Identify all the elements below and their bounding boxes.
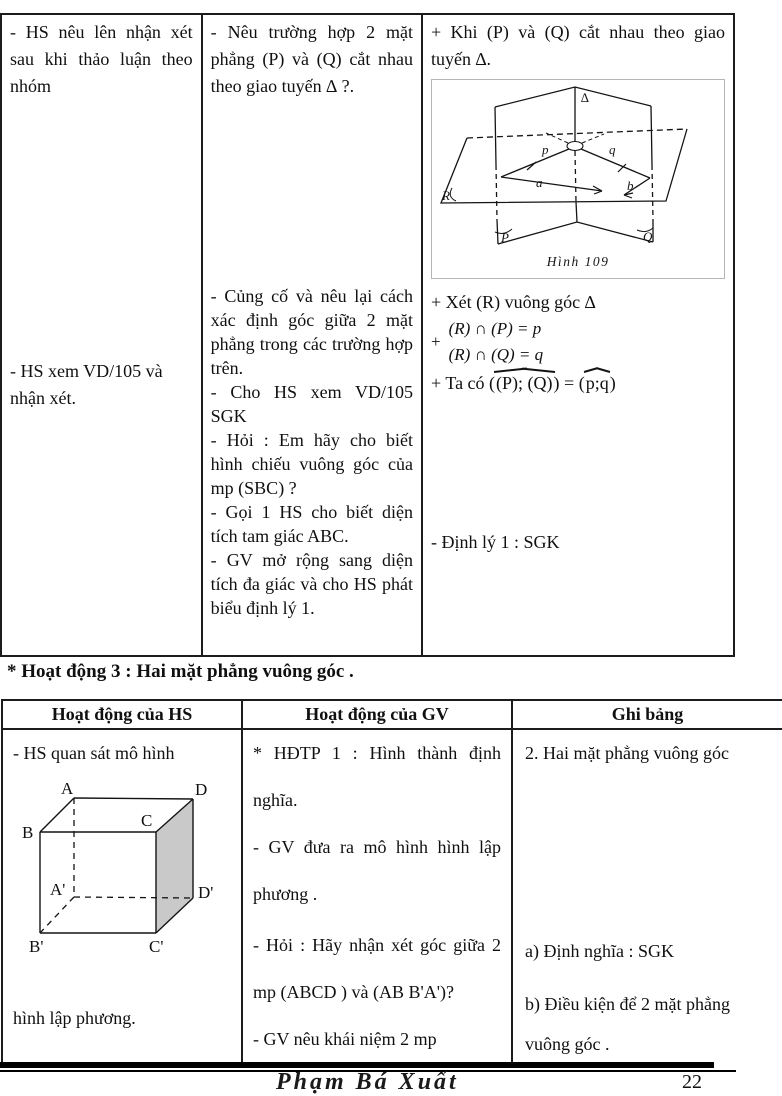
board-dinhly: - Định lý 1 : SGK bbox=[431, 532, 560, 552]
header-gv: Hoạt động của GV bbox=[243, 701, 513, 728]
label-p: p bbox=[542, 142, 549, 157]
board-note-1: + Khi (P) và (Q) cắt nhau theo giao tuyến ∆. bbox=[431, 22, 725, 69]
cube-label-C: C bbox=[141, 811, 153, 830]
footer-signature: Phạm Bá Xuất bbox=[276, 1069, 459, 1095]
board-xet: + Xét (R) vuông góc ∆ bbox=[431, 292, 596, 312]
footer-thick-rule bbox=[0, 1062, 714, 1068]
label-b: b bbox=[627, 178, 634, 193]
table2-col-hs bbox=[3, 730, 243, 1064]
cube-label-A: A bbox=[61, 779, 74, 798]
activity3-table bbox=[1, 699, 782, 1064]
gv-note-5: - Gọi 1 HS cho biết diện tích tam giác ABC. bbox=[210, 502, 413, 546]
gv-note-1: - Nêu trường hợp 2 mặt phẳng (P) và (Q) cắt nhau theo giao tuyến ∆ ?. bbox=[210, 22, 413, 96]
cube-label-D: D bbox=[195, 780, 208, 799]
cube-label-B: B bbox=[22, 823, 34, 842]
header-board: Ghi bảng bbox=[611, 704, 684, 724]
hs2-note-1: - HS quan sát mô hình bbox=[13, 743, 175, 763]
label-P: P bbox=[501, 230, 509, 245]
cube-figure bbox=[13, 780, 231, 977]
taco-prefix: + Ta có ( bbox=[431, 373, 496, 393]
label-delta: ∆ bbox=[581, 90, 589, 105]
board-taco bbox=[431, 370, 725, 397]
planes-diagram bbox=[431, 79, 725, 279]
plus-sign: + bbox=[431, 332, 441, 351]
label-a: a bbox=[536, 175, 543, 190]
angle-hat-planes: (P); (Q) bbox=[495, 370, 554, 397]
gv2-note-2: - GV đưa ra mô hình hình lập phương . bbox=[253, 837, 501, 904]
gv-note-3: - Cho HS xem VD/105 SGK bbox=[210, 382, 413, 426]
gv-note-6: - GV mở rộng sang diện tích đa giác và cho HS phát biểu định lý 1. bbox=[210, 550, 413, 618]
taco-end: ) bbox=[609, 373, 616, 393]
board2-dieu-kien: b) Điều kiện để 2 mặt phẳng vuông góc . bbox=[525, 994, 730, 1054]
hinh-109-figure bbox=[431, 79, 725, 279]
gv-note-4: - Hỏi : Em hãy cho biết hình chiếu vuông góc của mp (SBC) ? bbox=[210, 430, 413, 498]
gv2-note-4: - GV nêu khái niệm 2 mp bbox=[253, 1029, 437, 1049]
table2-col-gv bbox=[243, 730, 513, 1064]
gv-note-2: - Củng cố và nêu lại cách xác định góc giữa 2 mặt phẳng trong các trường hợp trên. bbox=[210, 286, 413, 378]
cube-label-D2: D' bbox=[198, 883, 214, 902]
hs-note-2: - HS xem VD/105 và nhận xét. bbox=[10, 361, 163, 408]
board2-dinh-nghia: a) Định nghĩa : SGK bbox=[525, 941, 674, 961]
label-Q: Q bbox=[643, 229, 653, 244]
gv2-note-3: - Hỏi : Hãy nhận xét góc giữa 2 mp (ABCD ) và (AB B'A')? bbox=[253, 935, 501, 1002]
table1-col-board bbox=[423, 15, 733, 655]
cube-label-C2: C' bbox=[149, 937, 164, 956]
angle-hat-lines: p;q bbox=[585, 370, 610, 397]
equation-1: (R) ∩ (P) = p bbox=[448, 319, 542, 338]
cube-diagram bbox=[13, 780, 223, 972]
gv2-note-1: * HĐTP 1 : Hình thành định nghĩa. bbox=[253, 743, 501, 810]
hs2-note-2: hình lập phương. bbox=[13, 1008, 136, 1028]
header-hs: Hoạt động của HS bbox=[3, 701, 243, 728]
board2-section-title: 2. Hai mặt phẳng vuông góc bbox=[525, 743, 729, 763]
table2-body-row bbox=[3, 730, 782, 1064]
activity3-heading: * Hoạt động 3 : Hai mặt phẳng vuông góc . bbox=[7, 661, 354, 682]
cube-label-B2: B' bbox=[29, 937, 44, 956]
table2-col-board bbox=[513, 730, 782, 1064]
figure-caption: Hình 109 bbox=[546, 254, 610, 269]
taco-mid: ) = ( bbox=[553, 373, 585, 393]
label-q: q bbox=[609, 142, 616, 157]
table1-col-gv bbox=[203, 15, 423, 655]
equation-2: (R) ∩ (Q) = q bbox=[448, 345, 544, 364]
table1-col-hs bbox=[2, 15, 203, 655]
intersection-equations bbox=[431, 316, 725, 368]
page-number: 22 bbox=[682, 1071, 702, 1093]
label-R: R bbox=[442, 188, 450, 203]
cube-label-A2: A' bbox=[50, 880, 66, 899]
activity2-table bbox=[0, 13, 735, 657]
hs-note-1: - HS nêu lên nhận xét sau khi thảo luận theo nhóm bbox=[10, 22, 193, 96]
table2-header-row bbox=[3, 701, 782, 730]
